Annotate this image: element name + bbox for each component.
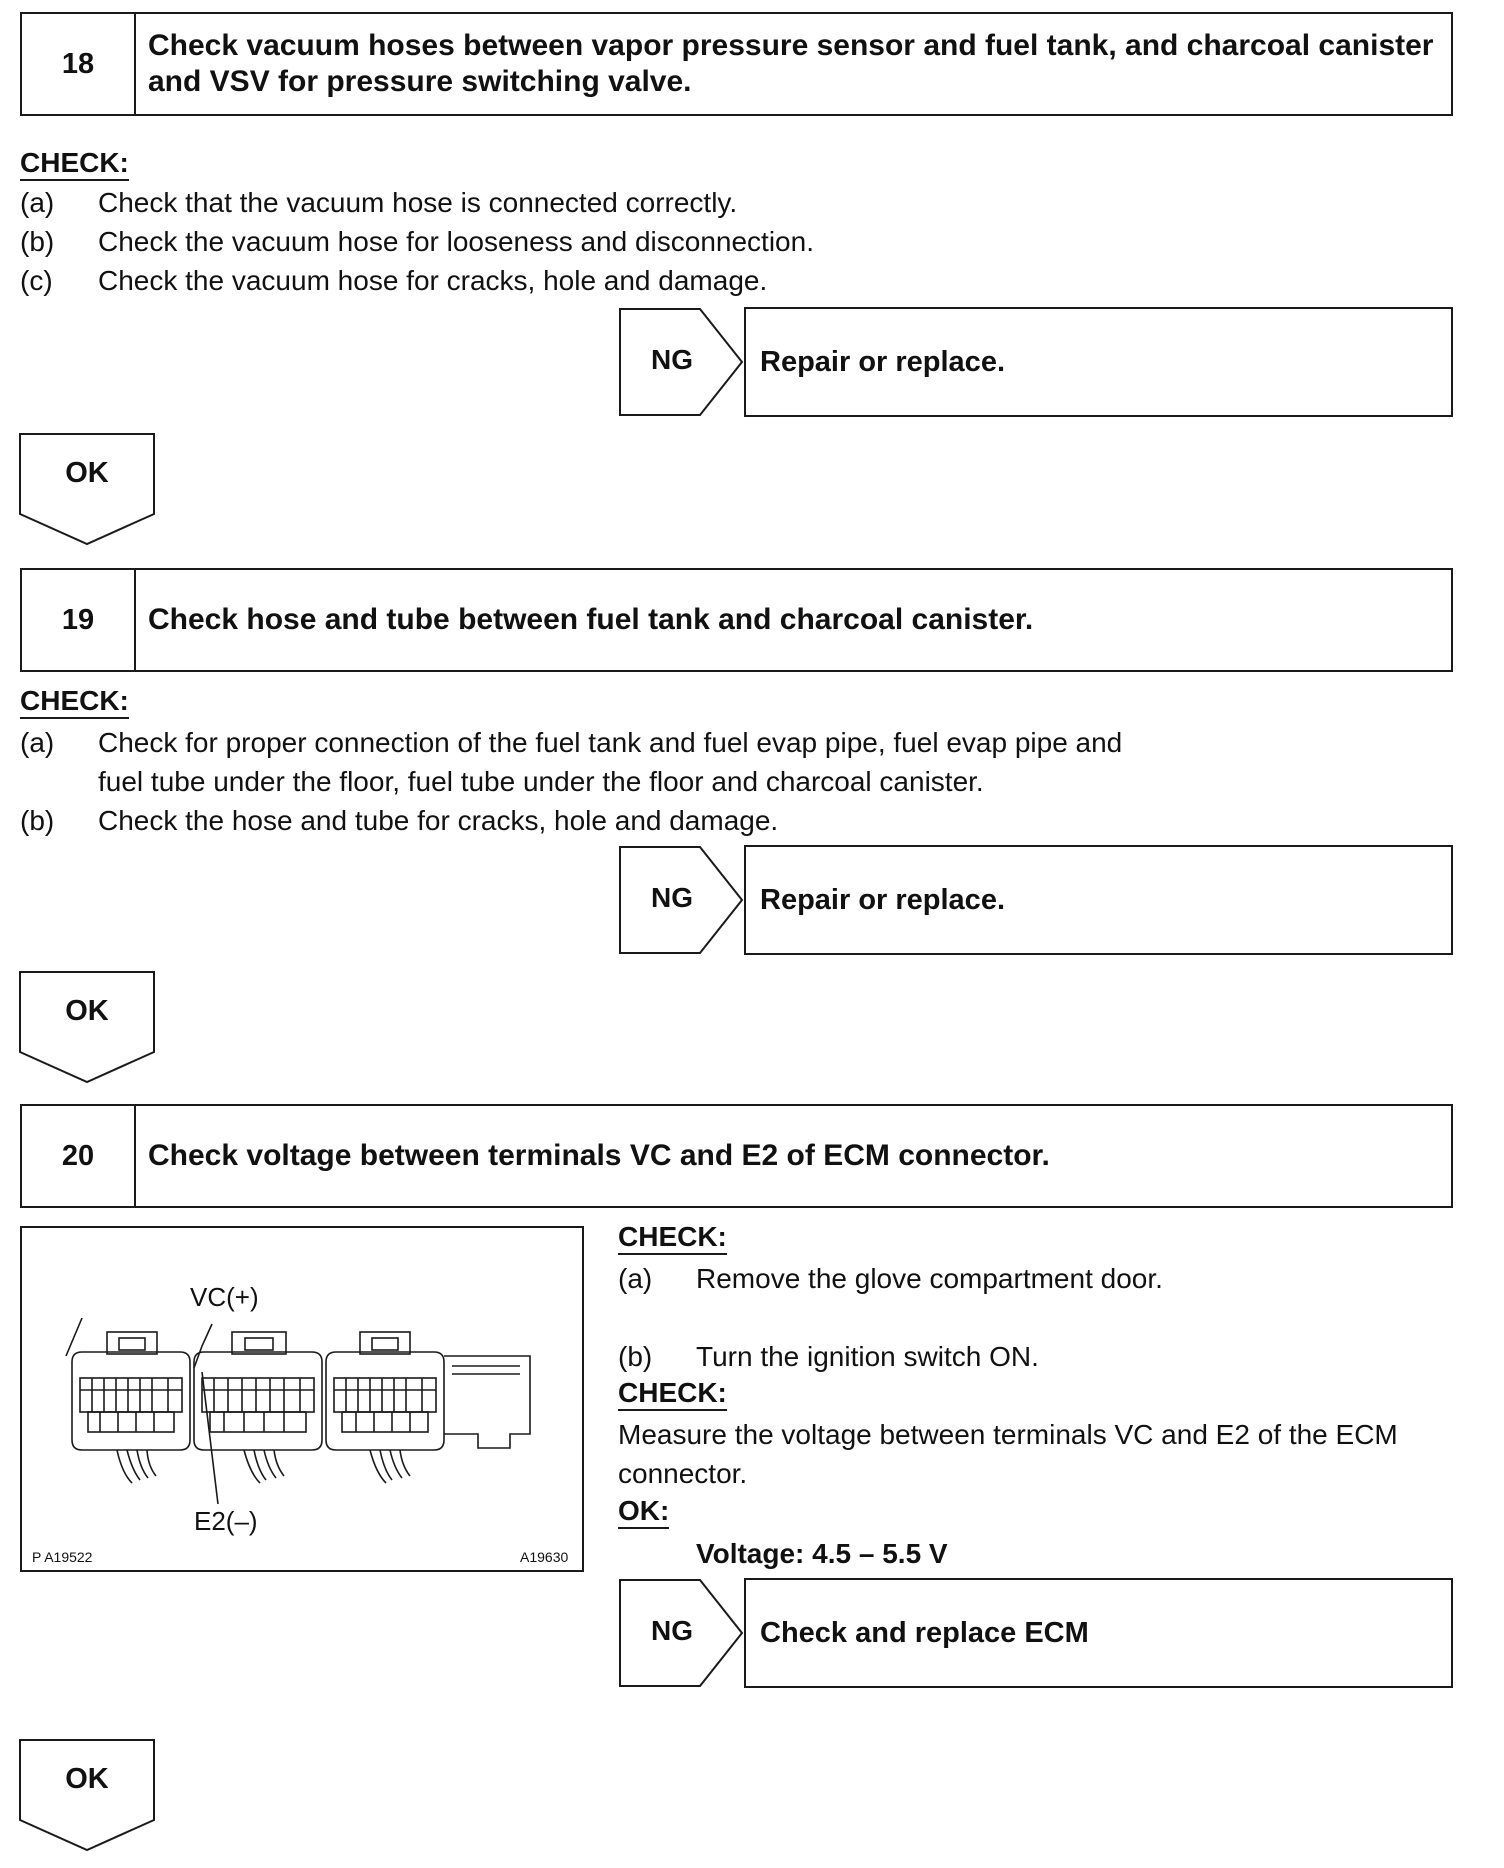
step-19-header [20, 568, 1453, 672]
vc-terminal-label: VC(+) [190, 1282, 259, 1312]
step-20-header [20, 1104, 1453, 1208]
check-item-b: (b) Check the hose and tube for cracks, hole and damage. [20, 805, 779, 836]
voltage-spec: Voltage: 4.5 – 5.5 V [696, 1538, 948, 1569]
check-line-2: connector. [618, 1458, 748, 1489]
step-number: 20 [22, 1106, 136, 1206]
check-item-c: (c) Check the vacuum hose for cracks, hole and damage. [20, 265, 768, 296]
ng-result-box: Check and replace ECM [744, 1578, 1453, 1688]
step-18-header [20, 12, 1453, 116]
ng-result-box: Repair or replace. [744, 845, 1453, 955]
ng-label: NG [651, 1615, 693, 1646]
e2-terminal-label: E2(–) [194, 1506, 258, 1536]
prep-item-a: (a) Remove the glove compartment door. [618, 1263, 1163, 1294]
ok-label: OK [65, 457, 109, 489]
connector-illustration [22, 1228, 582, 1570]
step-title: Check hose and tube between fuel tank and charcoal canister. [148, 603, 1034, 636]
ng-result-box: Repair or replace. [744, 307, 1453, 417]
check-item-a: (a) Check that the vacuum hose is connected correctly. [20, 187, 738, 218]
figure-code-left: P A19522 [32, 1549, 93, 1565]
check-heading: CHECK: [20, 686, 129, 719]
step-title: Check voltage between terminals VC and E2 of ECM connector. [148, 1139, 1050, 1172]
step-title: Check vacuum hoses between vapor pressure sensor and fuel tank, and charcoal canister and VSV for pressure switching valve. [148, 29, 1434, 98]
ecm-connector-diagram [20, 1226, 584, 1572]
step-number: 19 [22, 570, 136, 670]
check-line-1: Measure the voltage between terminals VC and E2 of the ECM [618, 1419, 1398, 1450]
ok-label: OK [65, 1763, 109, 1795]
prep-item-b: (b) Turn the ignition switch ON. [618, 1341, 1039, 1372]
check-item-a-continued: fuel tube under the floor, fuel tube under the floor and charcoal canister. [98, 766, 984, 797]
prep-heading: CHECK: [618, 1222, 727, 1255]
ng-label: NG [651, 344, 693, 375]
check-item-a: (a) Check for proper connection of the fuel tank and fuel evap pipe, fuel evap pipe and [20, 727, 1123, 758]
check-heading: CHECK: [618, 1378, 727, 1411]
ok-heading: OK: [618, 1496, 669, 1529]
check-heading: CHECK: [20, 148, 129, 181]
figure-code-right: A19630 [520, 1549, 569, 1565]
ng-label: NG [651, 882, 693, 913]
step-number: 18 [22, 14, 136, 114]
ok-label: OK [65, 995, 109, 1027]
check-item-b: (b) Check the vacuum hose for looseness and disconnection. [20, 226, 814, 257]
